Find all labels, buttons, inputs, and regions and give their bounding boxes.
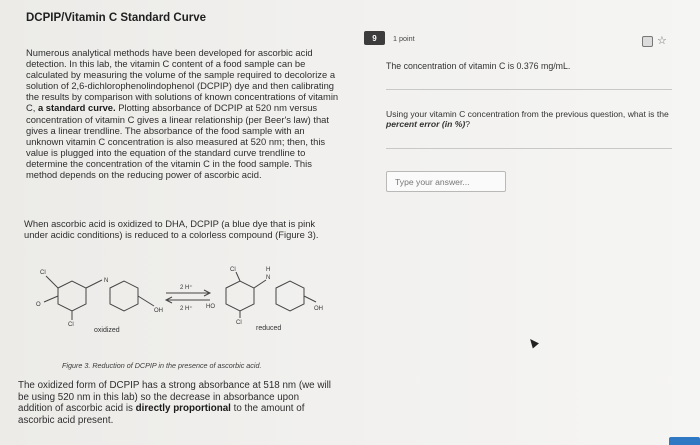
- conclusion-paragraph: [18, 380, 336, 426]
- oxidized-ring-a: [58, 281, 86, 311]
- answer-input[interactable]: Type your answer...: [386, 171, 506, 192]
- reaction-paragraph: When ascorbic acid is oxidized to DHA, DCPIP (a blue dye that is pink under acidic conditions) is reduced to a colorless compound (Figure 3).: [24, 218, 319, 241]
- question-points: 1 point: [393, 34, 415, 43]
- question-prompt: [386, 109, 686, 130]
- atom-n-1: N: [104, 278, 109, 284]
- given-concentration: The concentration of vitamin C is 0.376 mg/mL.: [386, 61, 571, 71]
- conclusion-text-2: to the amount of ascorbic acid present.: [18, 403, 305, 426]
- atom-o: O: [36, 302, 41, 308]
- divider: [386, 148, 672, 149]
- divider: [386, 89, 672, 90]
- reaction-figure: [30, 262, 330, 348]
- page-title: DCPIP/Vitamin C Standard Curve: [26, 12, 206, 24]
- flag-icon[interactable]: [642, 36, 653, 47]
- reduced-ring-a: [226, 281, 254, 311]
- atom-cl-1: Cl: [40, 270, 46, 276]
- atom-cl-2: Cl: [68, 322, 74, 328]
- label-oxidized: oxidized: [94, 327, 120, 334]
- atom-cl-3: Cl: [230, 267, 236, 273]
- atom-h: H: [266, 267, 271, 273]
- conclusion-text-1: The oxidized form of DCPIP has a strong absorbance at 518 nm (we will be using 520 nm in this lab) so the decrease in absorbance upon addition of ascorbic acid is: [18, 380, 331, 415]
- content-column: [22, 12, 352, 24]
- intro-paragraph: [26, 47, 342, 180]
- intro-text-1: Numerous analytical methods have been developed for ascorbic acid detection. In this lab, the vitamin C content of a food sample can be calculated by measuring the volume of the sample required to decolorize a solution of 2,6-dichlorophenolindophenol (DCPIP) dye and then calibrating the results by comparison with solutions of known concentrations of vitamin C,: [26, 47, 339, 114]
- arrow-label-bottom: 2 H⁺: [180, 306, 193, 312]
- prompt-text-2: ?: [465, 119, 471, 130]
- prompt-emphasis: percent error (in %): [386, 119, 466, 130]
- next-button[interactable]: [669, 437, 700, 445]
- reduced-ring-b: [276, 281, 304, 311]
- atom-oh-1: OH: [154, 308, 163, 314]
- atom-cl-4: Cl: [236, 320, 242, 326]
- prompt-text-1: Using your vitamin C concentration from the previous question, what is the: [386, 109, 669, 119]
- atom-oh-2: OH: [314, 306, 323, 312]
- label-reduced: reduced: [256, 325, 282, 332]
- atom-ho: HO: [206, 304, 215, 310]
- conclusion-bold: directly proportional: [135, 403, 231, 415]
- intro-bold: a standard curve.: [37, 102, 116, 114]
- atom-n-2: N: [266, 275, 271, 281]
- question-number-badge: 9: [364, 31, 385, 45]
- intro-text-2: Plotting absorbance of DCPIP at 520 nm versus concentration of vitamin C gives a linear relationship (per Beer's law) that gives a linear trendline. The absorbance of the food sample with an unknown vitamin C concentration is also measured at 520 nm; then, this value is plugged into the equation of the standard curve trendline to determine the concentration of the vitamin C in the food sample. This method depends on the reducing power of ascorbic acid.: [26, 102, 329, 181]
- star-icon[interactable]: ☆: [657, 35, 667, 47]
- cursor-icon: [527, 336, 539, 348]
- arrow-label-top: 2 H⁺: [180, 285, 193, 291]
- figure-caption: Figure 3. Reduction of DCPIP in the presence of ascorbic acid.: [62, 361, 262, 370]
- oxidized-ring-b: [110, 281, 138, 311]
